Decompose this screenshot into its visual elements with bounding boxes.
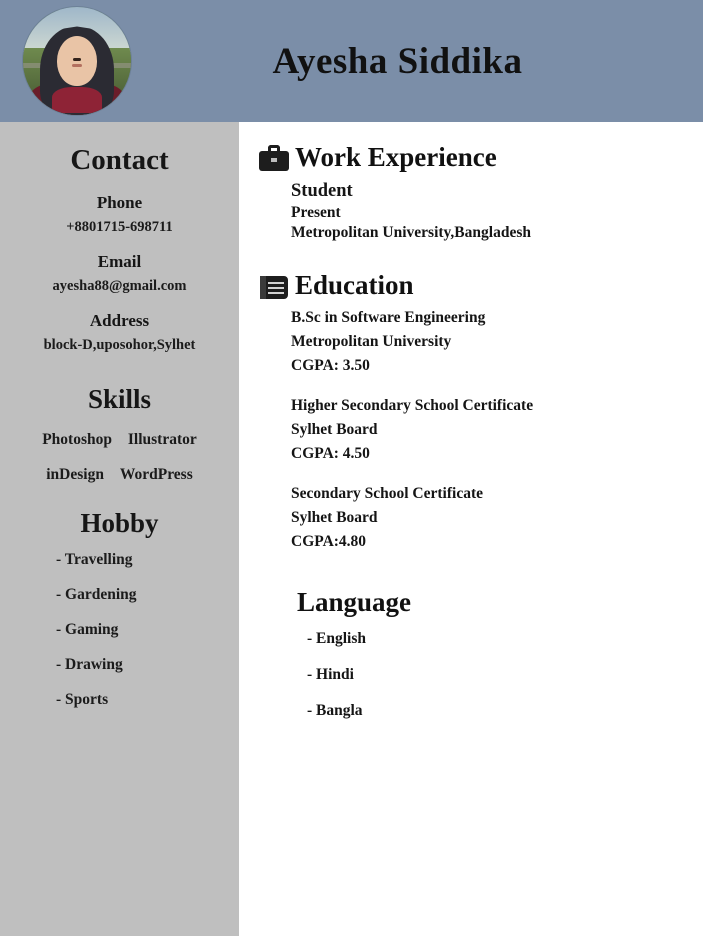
list-item: - Travelling (56, 551, 133, 568)
work-experience-section-header (257, 142, 703, 173)
list-item: - Gaming (56, 621, 119, 638)
skill-item: Illustrator (127, 431, 197, 448)
avatar-scarf (52, 87, 102, 113)
page-title: Ayesha Siddika (272, 40, 523, 82)
education-institute: Sylhet Board (291, 509, 378, 526)
avatar-eye-right (75, 58, 81, 61)
skill-item: inDesign (46, 466, 104, 483)
education-grade: CGPA: 4.50 (291, 445, 370, 462)
work-entry (291, 181, 703, 242)
skill-item: Photoshop (42, 431, 112, 448)
list-item: - Hindi (307, 666, 354, 683)
contact-label-phone: Phone (96, 193, 143, 212)
education-section-header (257, 270, 703, 301)
avatar (22, 6, 132, 116)
language-title: Language (297, 587, 412, 617)
education-institute: Metropolitan University (291, 333, 452, 350)
list-item: - Gardening (56, 586, 137, 603)
skills-heading: Skills (87, 384, 152, 414)
list-item: - Sports (56, 691, 109, 708)
education-entry (291, 309, 703, 375)
contact-value-phone: +8801715-698711 (66, 219, 173, 235)
contact-value-email: ayesha88@gmail.com (52, 278, 187, 294)
skills-row (0, 466, 239, 484)
education-degree: Higher Secondary School Certificate (291, 397, 534, 414)
hobby-heading: Hobby (80, 508, 159, 538)
list-item: - English (307, 630, 367, 647)
work-role: Student (291, 181, 353, 201)
education-grade: CGPA: 3.50 (291, 357, 370, 374)
contact-heading: Contact (70, 144, 169, 176)
work-experience-title: Work Experience (295, 142, 497, 172)
education-entry (291, 485, 703, 551)
resume-header (0, 0, 703, 122)
education-title: Education (295, 270, 414, 300)
education-degree: B.Sc in Software Engineering (291, 309, 486, 326)
sidebar (0, 122, 239, 936)
skill-item: WordPress (119, 466, 193, 483)
education-institute: Sylhet Board (291, 421, 378, 438)
work-period: Present (291, 204, 341, 221)
list-item: - Drawing (56, 656, 123, 673)
main-content (239, 122, 703, 936)
contact-label-email: Email (97, 252, 142, 271)
education-grade: CGPA:4.80 (291, 533, 367, 550)
education-entry (291, 397, 703, 463)
avatar-face (57, 36, 97, 86)
work-organization: Metropolitan University,Bangladesh (291, 224, 531, 241)
avatar-mouth (72, 64, 82, 67)
book-icon (257, 272, 291, 300)
education-degree: Secondary School Certificate (291, 485, 483, 502)
contact-value-address: block-D,uposohor,Sylhet (43, 337, 196, 353)
skills-row (0, 431, 239, 449)
contact-label-address: Address (89, 311, 150, 330)
list-item: - Bangla (307, 702, 363, 719)
resume-body (0, 122, 703, 936)
briefcase-icon (257, 144, 291, 172)
